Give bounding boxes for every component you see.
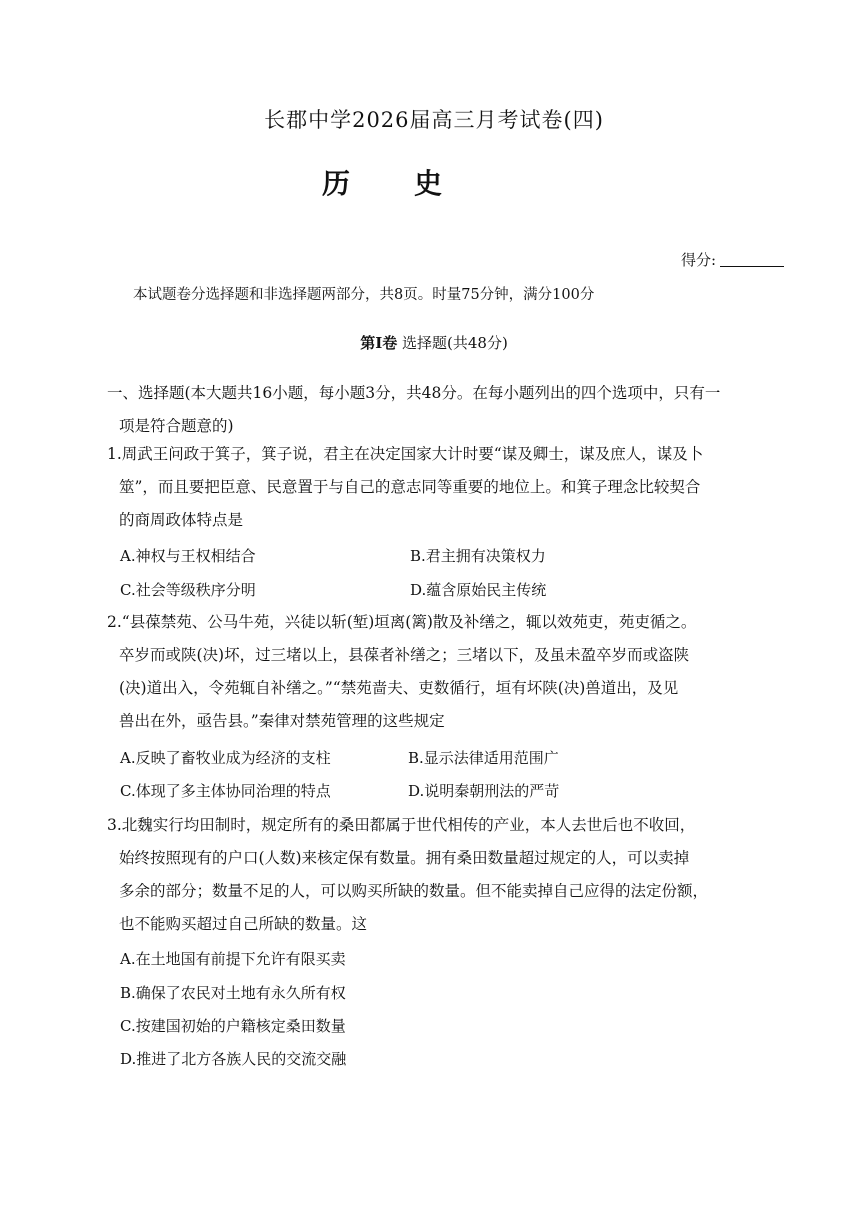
question-text-line: 也不能购买超过自己所缺的数量。这 (119, 915, 368, 933)
score-field (681, 249, 784, 270)
section-line: 一、选择题(本大题共16小题，每小题3分，共48分。在每小题列出的四个选项中，只有一 (107, 384, 721, 402)
exam-intro: 本试题卷分选择题和非选择题两部分，共8页。时量75分钟，满分100分 (133, 287, 595, 303)
question-text-line: 卒岁而或陕(决)坏，过三堵以上，县葆者补缮之；三堵以下，及虽未盈卒岁而或盗陕 (119, 646, 690, 664)
option-d: D.说明秦朝刑法的严苛 (408, 782, 560, 800)
question-2 (107, 606, 797, 738)
part-label: 第Ⅰ卷 (360, 334, 398, 352)
question-text-line: (决)道出入，令苑辄自补缮之。”“禁苑啬夫、吏数循行，垣有坏陕(决)兽道出，及见 (119, 679, 679, 697)
score-label: 得分: (681, 251, 717, 269)
score-blank (720, 252, 784, 267)
option-c: C.按建国初始的户籍核定桑田数量 (120, 1017, 346, 1035)
section-instructions (107, 377, 797, 443)
option-c: C.体现了多主体协同治理的特点 (120, 782, 331, 800)
option-d: D.蕴含原始民主传统 (410, 581, 547, 599)
question-text-line: 始终按照现有的户口(人数)来核定保有数量。拥有桑田数量超过规定的人，可以卖掉 (119, 849, 690, 867)
option-a: A.在土地国有前提下允许有限买卖 (120, 950, 346, 968)
question-3 (107, 809, 797, 941)
question-text-line: 筮”，而且要把臣意、民意置于与自己的意志同等重要的地位上。和箕子理念比较契合 (119, 478, 701, 496)
section-line: 项是符合题意的) (119, 417, 234, 435)
question-text-line: 1.周武王问政于箕子，箕子说，君主在决定国家大计时要“谋及卿士，谋及庶人，谋及卜 (107, 445, 704, 463)
option-a: A.神权与王权相结合 (120, 547, 256, 565)
option-b: B.显示法律适用范围广 (408, 749, 559, 767)
option-b: B.君主拥有决策权力 (410, 547, 546, 565)
question-text-line: 兽出在外，亟告县。”秦律对禁苑管理的这些规定 (119, 712, 445, 730)
question-1 (107, 438, 797, 537)
subject-title: 历史 (322, 167, 507, 200)
part-title (0, 332, 868, 353)
option-a: A.反映了畜牧业成为经济的支柱 (120, 749, 331, 767)
option-d: D.推进了北方各族人民的交流交融 (120, 1050, 347, 1068)
question-text-line: 2.“县葆禁苑、公马牛苑，兴徒以斩(堑)垣离(篱)散及补缮之，辄以效苑吏，苑吏循之。 (107, 613, 697, 631)
option-b: B.确保了农民对土地有永久所有权 (120, 984, 346, 1002)
question-text-line: 多余的部分；数量不足的人，可以购买所缺的数量。但不能卖掉自己应得的法定份额， (119, 882, 709, 900)
option-c: C.社会等级秩序分明 (120, 581, 256, 599)
question-text-line: 3.北魏实行均田制时，规定所有的桑田都属于世代相传的产业，本人去世后也不收回， (107, 816, 696, 834)
exam-title: 长郡中学2026届高三月考试卷(四) (264, 108, 604, 132)
part-description: 选择题(共48分) (397, 334, 508, 352)
question-text-line: 的商周政体特点是 (119, 511, 244, 529)
